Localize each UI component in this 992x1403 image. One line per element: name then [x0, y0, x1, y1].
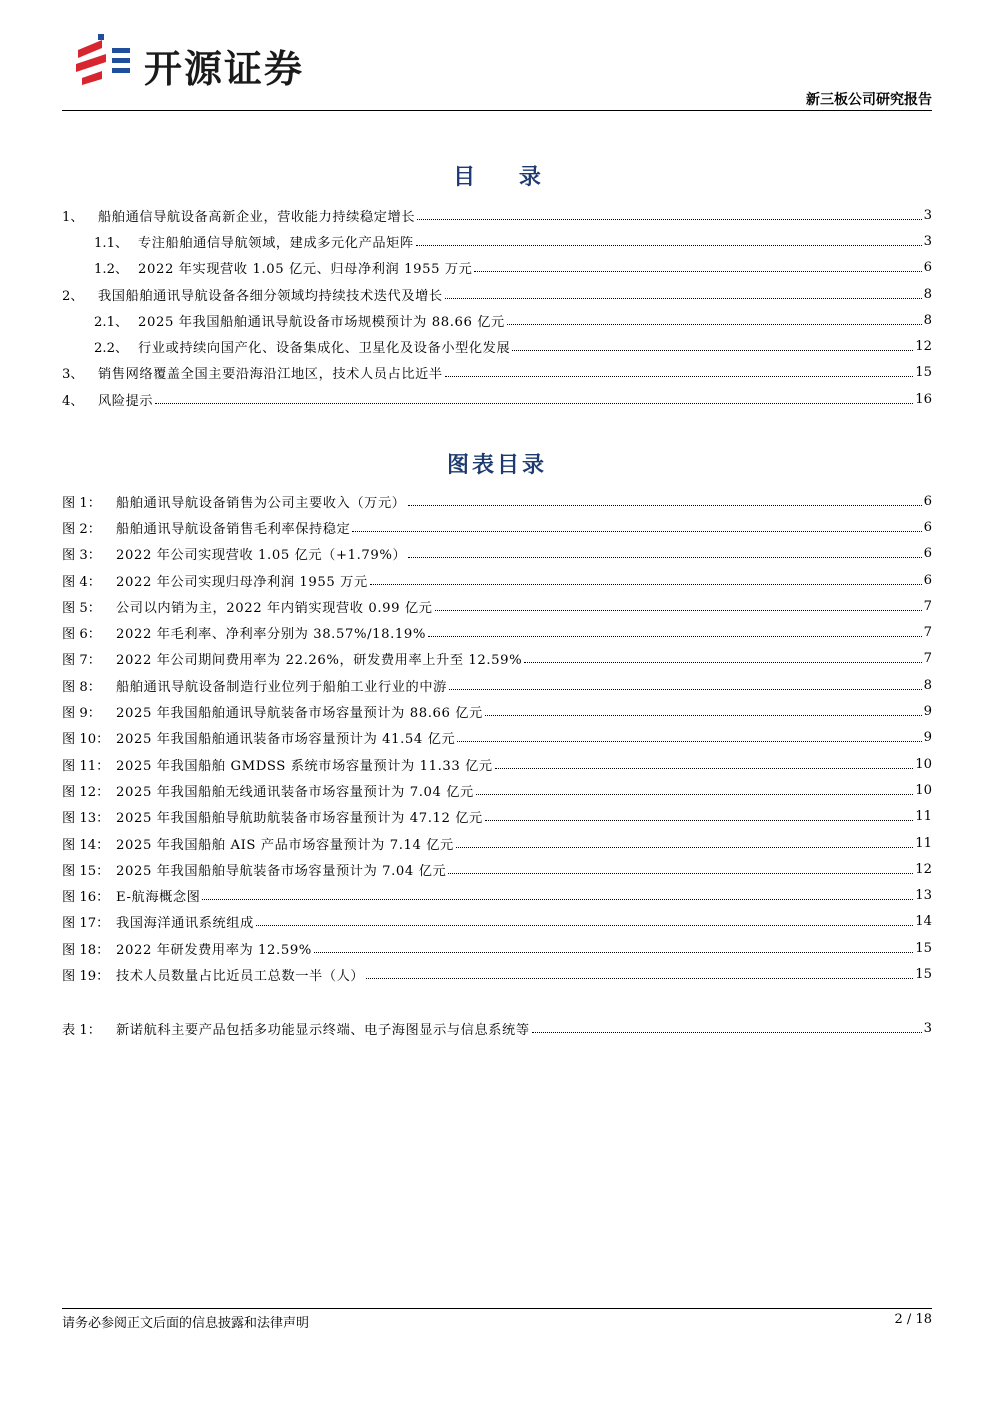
figure-entry-number: 图 8：	[62, 679, 101, 695]
table-list	[62, 1015, 932, 1041]
dot-leader	[524, 652, 921, 663]
figure-entry-page: 9	[923, 704, 932, 720]
figure-entry[interactable]	[62, 541, 932, 567]
figure-entry[interactable]	[62, 725, 932, 751]
figure-entry-number: 图 4：	[62, 574, 101, 590]
table-entry-page: 3	[923, 1020, 932, 1036]
dot-leader	[445, 288, 922, 299]
toc-title: 目 录	[453, 165, 559, 190]
toc-entry[interactable]	[62, 281, 932, 307]
toc-entry-page: 8	[923, 312, 932, 328]
footer-disclaimer: 请务必参阅正文后面的信息披露和法律声明	[62, 1316, 310, 1331]
dot-leader	[314, 942, 913, 953]
figure-entry-label[interactable]: 2025 年我国船舶导航装备市场容量预计为 7.04 亿元	[116, 863, 447, 879]
dot-leader	[445, 366, 914, 377]
figure-entry-label[interactable]: 船舶通讯导航设备销售为公司主要收入（万元）	[116, 495, 406, 511]
toc-entry-label[interactable]: 行业或持续向国产化、设备集成化、卫星化及设备小型化发展	[138, 341, 511, 357]
toc-entry-label[interactable]: 2022 年实现营收 1.05 亿元、归母净利润 1955 万元	[138, 262, 473, 278]
toc-entry-label[interactable]: 2025 年我国船舶通讯导航设备市场规模预计为 88.66 亿元	[138, 314, 505, 330]
figure-entry-label[interactable]: 2025 年我国船舶 GMDSS 系统市场容量预计为 11.33 亿元	[116, 758, 493, 774]
figure-entry-page: 13	[915, 888, 932, 904]
figure-entry-number: 图 10：	[62, 732, 110, 748]
figure-entry-number: 图 2：	[62, 521, 101, 537]
toc-entry[interactable]	[62, 386, 932, 412]
figure-entry-number: 图 15：	[62, 863, 110, 879]
toc-entry-number: 4、	[62, 393, 84, 409]
figure-entry[interactable]	[62, 672, 932, 698]
dot-leader	[256, 915, 913, 926]
dot-leader	[485, 705, 922, 716]
figure-entry-label[interactable]: 2022 年研发费用率为 12.59%	[116, 942, 312, 958]
figure-entry-number: 图 12：	[62, 784, 110, 800]
figure-entry[interactable]	[62, 804, 932, 830]
toc-entry-page: 8	[923, 286, 932, 302]
toc-entry-label[interactable]: 风险提示	[98, 393, 154, 409]
figure-entry-number: 图 17：	[62, 916, 110, 932]
dot-leader	[435, 600, 922, 611]
dot-leader	[417, 209, 921, 220]
toc-entry[interactable]	[62, 202, 932, 228]
dot-leader	[474, 261, 921, 272]
figure-entry-page: 6	[923, 572, 932, 588]
figure-entry-page: 6	[923, 546, 932, 562]
dot-leader	[485, 810, 913, 821]
figure-entry-label[interactable]: 2022 年公司实现归母净利润 1955 万元	[116, 574, 368, 590]
table-entry-number: 表 1：	[62, 1022, 101, 1038]
figure-entry-number: 图 3：	[62, 548, 101, 564]
header-divider	[62, 110, 932, 111]
toc-entry-number: 1、	[62, 209, 84, 225]
dot-leader	[366, 968, 913, 979]
table-entry-label[interactable]: 新诺航科主要产品包括多功能显示终端、电子海图显示与信息系统等	[116, 1022, 530, 1038]
figure-entry-label[interactable]: 2025 年我国船舶通讯装备市场容量预计为 41.54 亿元	[116, 732, 456, 748]
figure-entry-label[interactable]: 船舶通讯导航设备销售毛利率保持稳定	[116, 521, 351, 537]
toc-entry-page: 16	[915, 391, 932, 407]
dot-leader	[449, 679, 922, 690]
figure-entry[interactable]	[62, 935, 932, 961]
dot-leader	[495, 758, 913, 769]
figure-entry-page: 8	[923, 677, 932, 693]
figure-entry-label[interactable]: 2025 年我国船舶 AIS 产品市场容量预计为 7.14 亿元	[116, 837, 454, 853]
dot-leader	[532, 1022, 922, 1033]
figure-entry-page: 6	[923, 493, 932, 509]
table-entry[interactable]	[62, 1015, 932, 1041]
figure-entry-number: 图 9：	[62, 706, 101, 722]
figure-entry[interactable]	[62, 882, 932, 908]
figure-list-title: 图表目录	[446, 453, 547, 478]
figure-entry-page: 15	[915, 966, 932, 982]
figure-entry[interactable]	[62, 777, 932, 803]
toc-entry[interactable]	[62, 333, 932, 359]
figure-entry-number: 图 1：	[62, 495, 101, 511]
figure-entry[interactable]	[62, 567, 932, 593]
figure-entry[interactable]	[62, 830, 932, 856]
figure-entry[interactable]	[62, 698, 932, 724]
figure-entry[interactable]	[62, 488, 932, 514]
footer-divider	[62, 1308, 932, 1309]
dot-leader	[456, 837, 913, 848]
dot-leader	[352, 521, 921, 532]
toc-entry-label[interactable]: 销售网络覆盖全国主要沿海沿江地区，技术人员占比近半	[98, 367, 443, 383]
figure-entry[interactable]	[62, 646, 932, 672]
figure-entry[interactable]	[62, 909, 932, 935]
figure-entry-page: 7	[923, 598, 932, 614]
figure-entry-label[interactable]: 公司以内销为主，2022 年内销实现营收 0.99 亿元	[116, 600, 433, 616]
figure-entry-number: 图 14：	[62, 837, 110, 853]
toc-entry-number: 2、	[62, 288, 84, 304]
toc-entry[interactable]	[62, 360, 932, 386]
figure-entry[interactable]	[62, 961, 932, 987]
toc-entry-page: 6	[923, 260, 932, 276]
figure-entry-number: 图 11：	[62, 758, 110, 774]
figure-entry-page: 7	[923, 625, 932, 641]
figure-entry-label[interactable]: 2025 年我国船舶无线通讯装备市场容量预计为 7.04 亿元	[116, 784, 474, 800]
figure-entry-page: 10	[915, 782, 932, 798]
toc-entry-page: 3	[923, 207, 932, 223]
figure-entry-label[interactable]: 我国海洋通讯系统组成	[116, 916, 254, 932]
figure-entry-page: 6	[923, 519, 932, 535]
figure-entry-number: 图 5：	[62, 600, 101, 616]
toc-entry-number: 1.2、	[94, 262, 129, 278]
figure-entry-number: 图 18：	[62, 942, 110, 958]
figure-entry-page: 10	[915, 756, 932, 772]
toc-entry[interactable]	[62, 228, 932, 254]
figure-entry-label[interactable]: 2025 年我国船舶导航助航装备市场容量预计为 47.12 亿元	[116, 811, 483, 827]
dot-leader	[512, 340, 913, 351]
toc-entry[interactable]	[62, 307, 932, 333]
dot-leader	[408, 547, 921, 558]
toc-entry-label[interactable]: 我国船舶通讯导航设备各细分领域均持续技术迭代及增长	[98, 288, 443, 304]
dot-leader	[428, 626, 922, 637]
figure-entry-label[interactable]: 2022 年公司期间费用率为 22.26%，研发费用率上升至 12.59%	[116, 653, 523, 669]
page-number: 2 / 18	[894, 1312, 932, 1327]
dot-leader	[370, 574, 922, 585]
figure-entry-page: 14	[915, 914, 932, 930]
toc-entry[interactable]	[62, 255, 932, 281]
toc-entry-number: 2.1、	[94, 314, 129, 330]
report-type: 新三板公司研究报告	[806, 92, 932, 108]
toc-entry-page: 15	[915, 365, 932, 381]
dot-leader	[155, 393, 913, 404]
toc-entry-number: 3、	[62, 367, 84, 383]
toc-entry-page: 12	[915, 339, 932, 355]
page-header	[62, 0, 932, 110]
toc-entry-number: 1.1、	[94, 235, 129, 251]
dot-leader	[416, 235, 922, 246]
figure-entry-label[interactable]: 船舶通讯导航设备制造行业位列于船舶工业行业的中游	[116, 679, 447, 695]
figure-entry-label[interactable]: E-航海概念图	[116, 890, 201, 906]
dot-leader	[457, 731, 921, 742]
figure-entry[interactable]	[62, 593, 932, 619]
figure-entry-page: 7	[923, 651, 932, 667]
brand-logo-icon	[72, 30, 138, 86]
figure-entry[interactable]	[62, 619, 932, 645]
figure-list	[62, 488, 932, 988]
brand-name: 开源证券	[144, 47, 305, 91]
dot-leader	[408, 495, 922, 506]
toc-entry-page: 3	[923, 233, 932, 249]
figure-entry[interactable]	[62, 856, 932, 882]
figure-entry-number: 图 16：	[62, 890, 110, 906]
dot-leader	[202, 889, 913, 900]
figure-entry-label[interactable]: 2022 年毛利率、净利率分别为 38.57%/18.19%	[116, 627, 427, 643]
figure-entry-label[interactable]: 2022 年公司实现营收 1.05 亿元（+1.79%）	[116, 548, 407, 564]
figure-entry-label[interactable]: 2025 年我国船舶通讯导航装备市场容量预计为 88.66 亿元	[116, 706, 483, 722]
toc-list	[62, 202, 932, 412]
figure-entry-page: 11	[915, 809, 932, 825]
figure-entry-number: 图 7：	[62, 653, 101, 669]
dot-leader	[448, 863, 913, 874]
figure-entry-label[interactable]: 技术人员数量占比近员工总数一半（人）	[116, 968, 365, 984]
dot-leader	[476, 784, 913, 795]
figure-entry-page: 12	[915, 861, 932, 877]
brand-logo	[72, 30, 372, 90]
figure-entry-page: 15	[915, 940, 932, 956]
figure-entry-number: 图 13：	[62, 811, 110, 827]
figure-entry-number: 图 6：	[62, 627, 101, 643]
toc-entry-number: 2.2、	[94, 341, 129, 357]
toc-entry-label[interactable]: 专注船舶通信导航领域，建成多元化产品矩阵	[138, 235, 414, 251]
figure-entry[interactable]	[62, 751, 932, 777]
figure-entry[interactable]	[62, 514, 932, 540]
figure-entry-page: 9	[923, 730, 932, 746]
figure-entry-page: 11	[915, 835, 932, 851]
dot-leader	[507, 314, 922, 325]
figure-entry-number: 图 19：	[62, 968, 110, 984]
toc-entry-label[interactable]: 船舶通信导航设备高新企业，营收能力持续稳定增长	[98, 209, 416, 225]
